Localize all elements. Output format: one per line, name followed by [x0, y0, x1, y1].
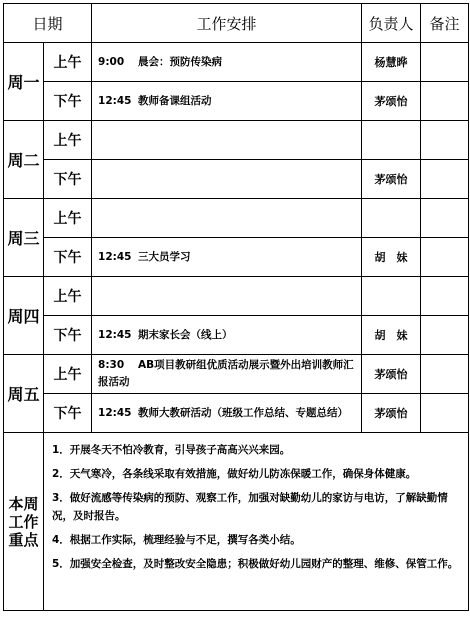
task-cell: [92, 82, 362, 121]
header-row: [4, 4, 469, 43]
am-label: 上午: [44, 43, 92, 82]
task-time: 12:45: [98, 250, 132, 263]
table-row: [4, 355, 469, 394]
remarks-cell: [421, 121, 469, 160]
am-label: 上午: [44, 355, 92, 394]
focus-content: [44, 433, 469, 611]
pm-label: 下午: [44, 238, 92, 277]
task-cell: [92, 277, 362, 316]
header-person: 负责人: [362, 4, 421, 43]
person-cell: 杨慧晔: [362, 43, 421, 82]
task-cell: [92, 43, 362, 82]
person-cell: 茅颂怡: [362, 160, 421, 199]
task-text: AB项目教研组优质活动展示暨外出培训教师汇报活动: [98, 359, 354, 388]
focus-label-line: 重点: [8, 530, 39, 549]
header-remarks: 备注: [421, 4, 469, 43]
focus-row: [4, 433, 469, 611]
task-time: 12:45: [98, 406, 132, 419]
focus-item: 5．加强安全检查，及时整改安全隐患；积极做好幼儿园财产的整理、维修、保管工作。: [52, 558, 459, 570]
person-cell: 胡 妹: [362, 238, 421, 277]
pm-label: 下午: [44, 160, 92, 199]
task-text: 晨会：预防传染病: [138, 55, 223, 68]
remarks-cell: [421, 199, 469, 238]
task-cell: [92, 355, 362, 394]
day-cell: 周四: [4, 277, 44, 355]
day-cell: 周一: [4, 43, 44, 121]
person-cell: [362, 277, 421, 316]
task-text: 教师大教研活动（班级工作总结、专题总结）: [138, 406, 349, 419]
remarks-cell: [421, 277, 469, 316]
table-row: [4, 43, 469, 82]
table-row: [4, 238, 469, 277]
pm-label: 下午: [44, 316, 92, 355]
table-row: [4, 316, 469, 355]
person-cell: [362, 121, 421, 160]
day-cell: 周五: [4, 355, 44, 433]
task-time: 9:00: [98, 55, 125, 68]
pm-label: 下午: [44, 82, 92, 121]
task-time: 8:30: [98, 359, 125, 371]
task-time: 12:45: [98, 328, 132, 341]
task-cell: [92, 316, 362, 355]
header-date: 日期: [4, 4, 92, 43]
focus-item: 4．根据工作实际，梳理经验与不足，撰写各类小结。: [52, 534, 301, 546]
focus-label-line: 本周: [8, 494, 39, 513]
remarks-cell: [421, 316, 469, 355]
remarks-cell: [421, 160, 469, 199]
table-row: [4, 160, 469, 199]
task-cell: [92, 199, 362, 238]
focus-label: [4, 433, 44, 611]
task-cell: [92, 238, 362, 277]
remarks-cell: [421, 82, 469, 121]
am-label: 上午: [44, 277, 92, 316]
person-cell: 茅颂怡: [362, 394, 421, 433]
remarks-cell: [421, 394, 469, 433]
focus-item: 1．开展冬天不怕冷教育，引导孩子高高兴兴来园。: [52, 444, 291, 456]
person-cell: 胡 妹: [362, 316, 421, 355]
day-cell: 周二: [4, 121, 44, 199]
person-cell: 茅颂怡: [362, 82, 421, 121]
am-label: 上午: [44, 199, 92, 238]
task-text: 期末家长会（线上）: [138, 328, 233, 341]
focus-label-line: 工作: [8, 512, 39, 531]
person-cell: 茅颂怡: [362, 355, 421, 394]
task-time: 12:45: [98, 94, 132, 107]
table-row: [4, 82, 469, 121]
am-label: 上午: [44, 121, 92, 160]
focus-item: 3．做好流感等传染病的预防、观察工作，加强对缺勤幼儿的家访与电访，了解缺勤情况，及时报告。: [52, 492, 448, 522]
task-cell: [92, 160, 362, 199]
task-cell: [92, 121, 362, 160]
table-row: [4, 199, 469, 238]
weekly-schedule-table: [3, 3, 469, 611]
task-text: 教师备课组活动: [138, 94, 212, 107]
remarks-cell: [421, 43, 469, 82]
pm-label: 下午: [44, 394, 92, 433]
table-row: [4, 394, 469, 433]
task-text: 三大员学习: [138, 250, 191, 263]
remarks-cell: [421, 238, 469, 277]
remarks-cell: [421, 355, 469, 394]
day-cell: 周三: [4, 199, 44, 277]
task-cell: [92, 394, 362, 433]
focus-item: 2．天气寒冷，各条线采取有效措施，做好幼儿防冻保暖工作，确保身体健康。: [52, 468, 417, 480]
table-row: [4, 277, 469, 316]
table-row: [4, 121, 469, 160]
header-arrangement: 工作安排: [92, 4, 362, 43]
person-cell: [362, 199, 421, 238]
